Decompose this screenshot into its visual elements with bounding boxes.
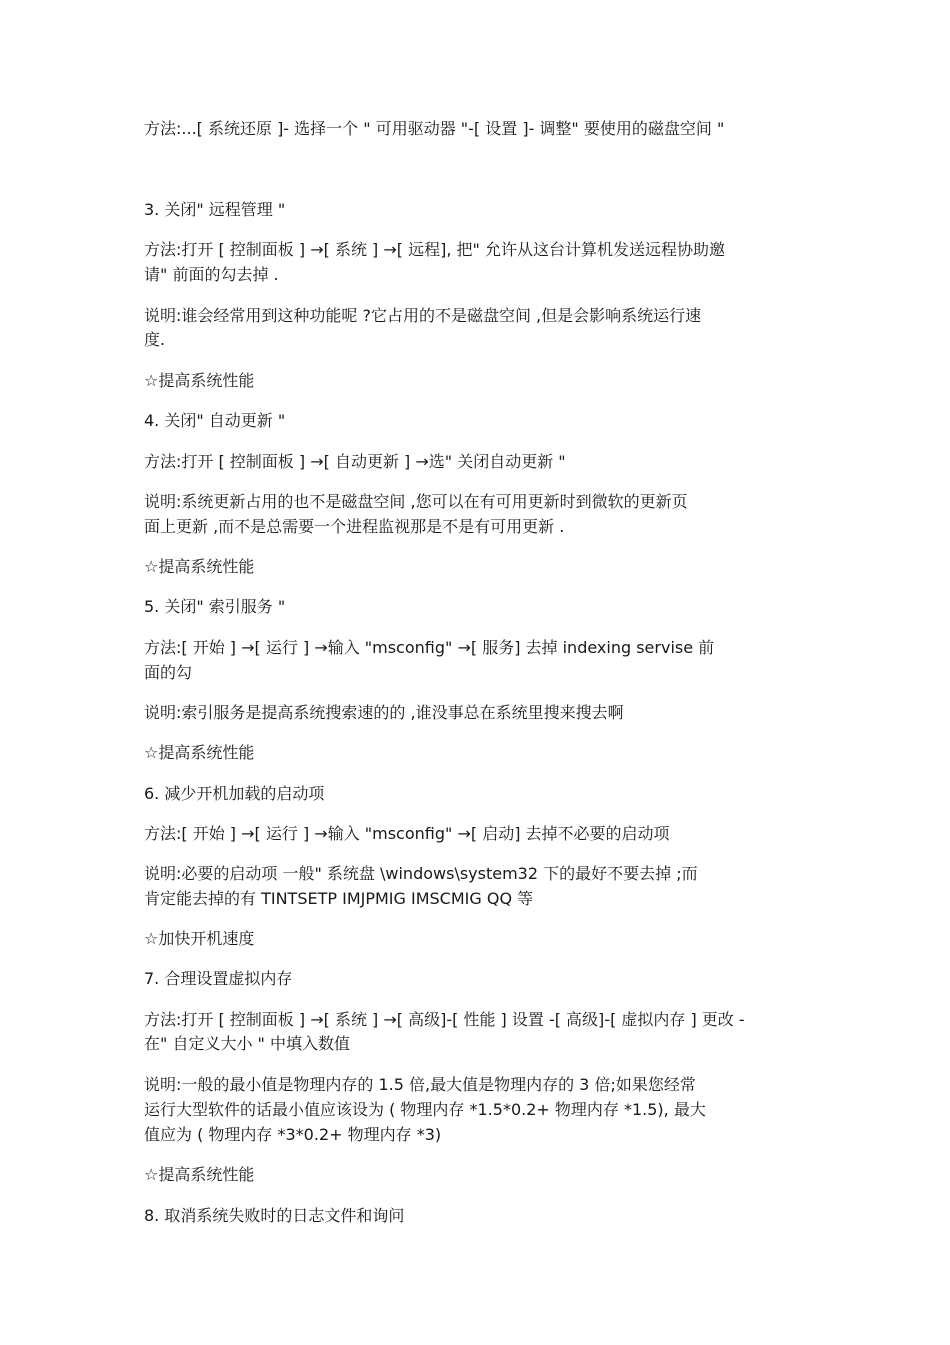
text-line: 说明:系统更新占用的也不是磁盘空间 ,您可以在有可用更新时到微软的更新页: [144, 492, 688, 511]
text-line: 方法:[ 开始 ] →[ 运行 ] →输入 "msconfig" →[ 服务] 去掉 indexing servise 前: [144, 638, 715, 657]
text-line: 说明:一般的最小值是物理内存的 1.5 倍,最大值是物理内存的 3 倍;如果您经常: [144, 1075, 696, 1094]
section-heading: 6. 减少开机加载的启动项: [144, 784, 325, 803]
text-line: 方法:打开 [ 控制面板 ] →[ 系统 ] →[ 高级]-[ 性能 ] 设置 -[ 高级]-[ 虚拟内存 ] 更改 -: [144, 1010, 745, 1029]
text-line: 说明:谁会经常用到这种功能呢 ?它占用的不是磁盘空间 ,但是会影响系统运行速: [144, 306, 702, 325]
section-heading: 4. 关闭" 自动更新 ": [144, 411, 286, 430]
text-line: 方法:打开 [ 控制面板 ] →[ 自动更新 ] →选" 关闭自动更新 ": [144, 452, 566, 471]
benefit-note: ☆提高系统性能: [144, 1165, 255, 1184]
text-line: 肯定能去掉的有 TINTSETP IMJPMIG IMSCMIG QQ 等: [144, 889, 534, 908]
text-line: 方法:...[ 系统还原 ]- 选择一个 " 可用驱动器 "-[ 设置 ]- 调整" 要使用的磁盘空间 ": [144, 119, 725, 138]
benefit-note: ☆提高系统性能: [144, 557, 255, 576]
benefit-note: ☆提高系统性能: [144, 371, 255, 390]
text-line: 方法:[ 开始 ] →[ 运行 ] →输入 "msconfig" →[ 启动] 去掉不必要的启动项: [144, 824, 670, 843]
text-line: 请" 前面的勾去掉 .: [144, 265, 279, 284]
text-line: 说明:必要的启动项 一般" 系统盘 \windows\system32 下的最好不要去掉 ;而: [144, 864, 698, 883]
section-heading: 3. 关闭" 远程管理 ": [144, 200, 286, 219]
text-line: 值应为 ( 物理内存 *3*0.2+ 物理内存 *3): [144, 1125, 442, 1144]
section-heading: 8. 取消系统失败时的日志文件和询问: [144, 1206, 405, 1225]
text-line: 面的勾: [144, 663, 193, 682]
benefit-note: ☆加快开机速度: [144, 929, 255, 948]
text-line: 在" 自定义大小 " 中填入数值: [144, 1034, 350, 1053]
text-line: 方法:打开 [ 控制面板 ] →[ 系统 ] →[ 远程], 把" 允许从这台计算机发送远程协助邀: [144, 240, 725, 259]
text-line: 运行大型软件的话最小值应该设为 ( 物理内存 *1.5*0.2+ 物理内存 *1.5), 最大: [144, 1100, 706, 1119]
text-line: 说明:索引服务是提高系统搜索速的的 ,谁没事总在系统里搜来搜去啊: [144, 703, 624, 722]
benefit-note: ☆提高系统性能: [144, 743, 255, 762]
text-line: 度.: [144, 330, 166, 349]
section-heading: 5. 关闭" 索引服务 ": [144, 597, 286, 616]
text-line: 面上更新 ,而不是总需要一个进程监视那是不是有可用更新 .: [144, 517, 565, 536]
section-heading: 7. 合理设置虚拟内存: [144, 969, 293, 988]
